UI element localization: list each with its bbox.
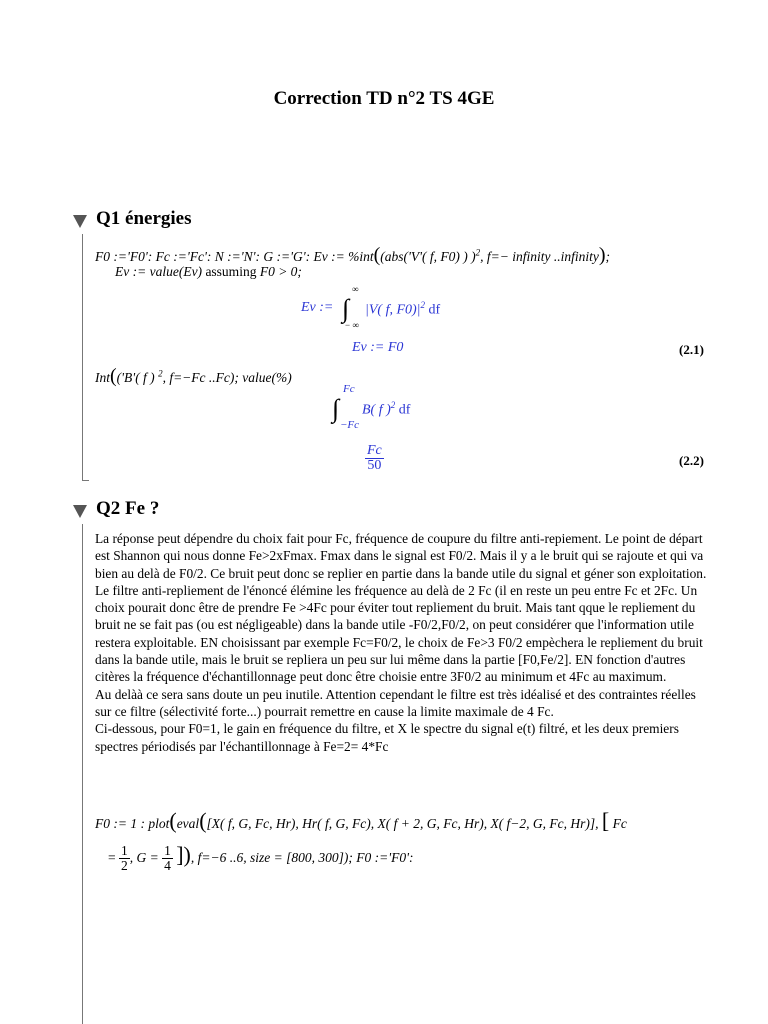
integrand-v: |V( f, $F0)|^2$ df (365, 300, 441, 318)
section-bracket (82, 524, 89, 1024)
integral-lower-bound: −Fc (340, 419, 360, 431)
maple-input-energy-def[interactable]: F0 :='F0': Fc :='Fc': N :='N': G :='G': Ev := %int((abs('V'( f, F0) ) )$^2$, f=− infinity ..infinity); (95, 244, 611, 266)
answer-paragraph: La réponse peut dépendre du choix fait pour Fc, fréquence de coupure du filtre anti-repiement. Le point de départ est Shannon qui nous donne Fe>2xFmax. Fmax dans le signal est F0/2. Mais il y a le bruit qui se rajoute et qui va bien au delà de F0/2. Ce bruit peut donc se replier en partie dans la bande utile du signal et géner son exploitation. Le filtre anti-repliement de l'énoncé élémine les fréquence au delà de 2 Fc (il en reste un peu entre Fc et 2Fc. Un choix pourait donc être de prendre Fe >4Fc pour éviter tout repliement du bruit. Mais tant qque le repliement du bruit ne se fait pas (ou est négligeable) dans la bande utile -F0/2,F0/2, on peut considérer que l'information utile restera exploitable. EN choisissant par exemple Fc=F0/2, le choix de Fe>3 F0/2 empèchera le repliement du bruit dans la bande utile, mais le bruit se repliera un peu sur lui même dans la partie [F0,Fe/2]. EN fonction d'autres citères la fréquence d'échantillonnage peut donc être choisie entre 3F0/2 au minimum et 4Fc au maximum. Au delàà ce sera sans doute un peu inutile. Attention cependant le filtre est très idéalisé et des contraintes réelles sur ce filtre (sélectivité forte...) pourrait remettre en cause la limite maximale de 4 Fc. Ci-dessous, pour F0=1, le gain en fréquence du filtre, et X le spectre du signal e(t) filtré, et les deux premiers spectres périodisés par l'échantillonnage à Fe=2= 4*Fc (95, 531, 707, 754)
collapse-section-q1-icon[interactable] (73, 215, 87, 228)
output-fraction: $\frac{Fc}{50}$ (367, 443, 382, 473)
collapse-section-q2-icon[interactable] (73, 505, 87, 518)
integral-lower-bound: − ∞ (345, 320, 359, 330)
output-ev-integral-lhs: Ev := (301, 300, 334, 315)
integral-upper-bound: Fc (343, 383, 355, 395)
section-heading-q1: Q1 énergies (96, 208, 192, 229)
maple-input-noise-energy[interactable]: Int(('B'( f ) $^2$, f=−Fc ..Fc); value(%) (95, 365, 292, 387)
integral-upper-bound: ∞ (352, 284, 359, 294)
section-bracket (82, 234, 89, 481)
equation-label: (2.2) (679, 453, 704, 468)
section-heading-q2: Q2 Fe ? (96, 498, 160, 519)
maple-input-energy-value[interactable]: Ev := value(Ev) assuming F0 > 0; (115, 264, 302, 279)
integral-sign-icon: ∫ (342, 294, 350, 323)
output-ev-result: Ev := F0 (352, 340, 404, 355)
integrand-b: B( f )$^2$ df (362, 400, 411, 418)
page-title: Correction TD n°2 TS 4GE (273, 88, 495, 109)
maple-input-plot-line1[interactable]: F0 := 1 : plot(eval([X( f, G, Fc, Hr), Hr( f, G, Fc), X( f + 2, G, Fc, Hr), X( f−2, G, Fc, Hr)], [ Fc (95, 808, 627, 833)
equation-label: (2.1) (679, 342, 704, 357)
maple-input-plot-line2[interactable]: = $\frac{1}{2}$ , G = $\frac{1}{4}$ ]), f=−6 ..6, size = [800, 300]); F0 :='F0': (108, 842, 414, 874)
integral-sign-icon: ∫ (332, 394, 340, 423)
